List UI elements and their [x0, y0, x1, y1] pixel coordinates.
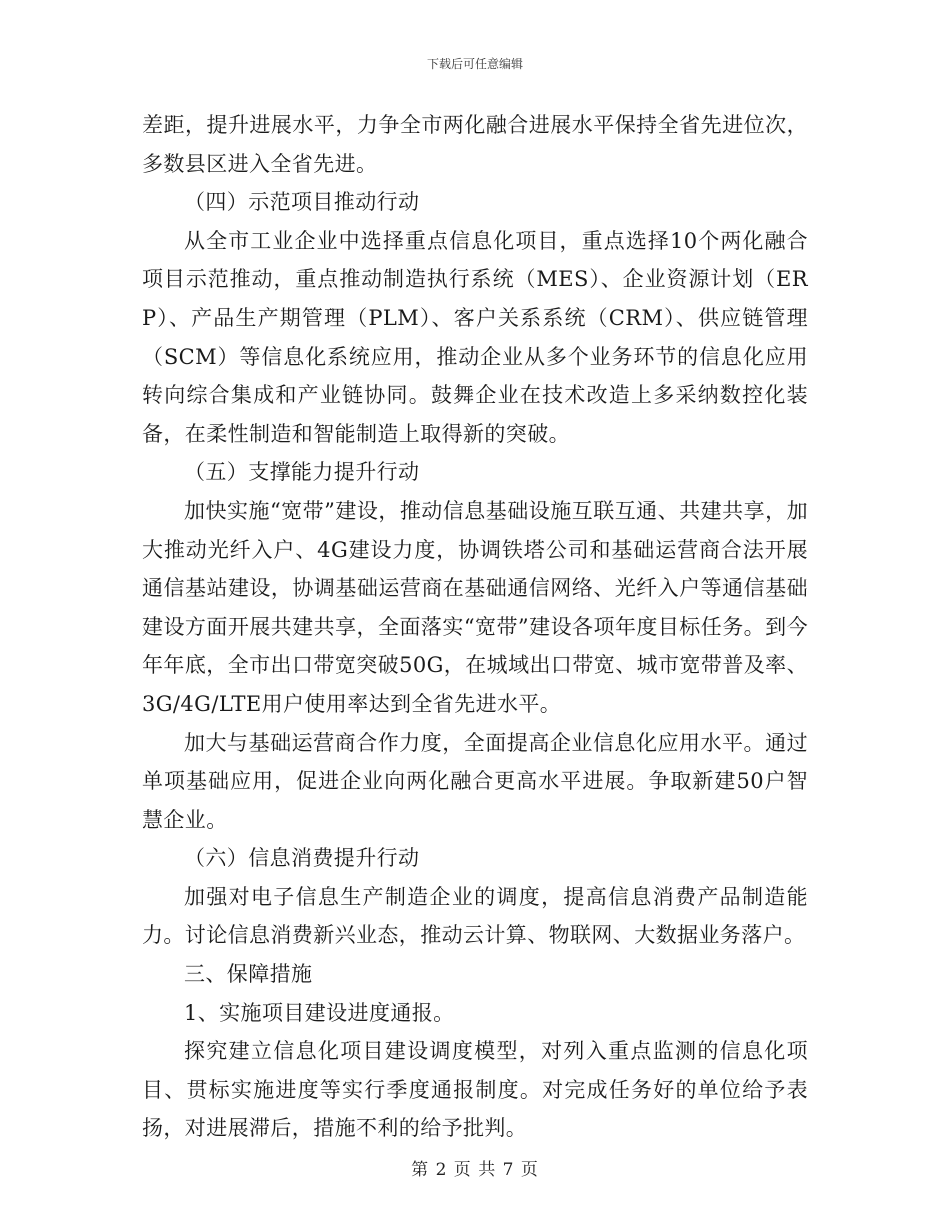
paragraph: 从全市工业企业中选择重点信息化项目，重点选择10个两化融合项目示范推动，重点推动制造执行系统（MES）、企业资源计划（ERP）、产品生产期管理（PLM）、客户关系系统（CRM）、供应链管理（SCM）等信息化系统应用，推动企业从多个业务环节的信息化应用转向综合集成和产业链协同。鼓舞企业在技术改造上多采纳数控化装备，在柔性制造和智能制造上取得新的突破。 — [142, 228, 808, 446]
paragraph: 探究建立信息化项目建设调度模型，对列入重点监测的信息化项目、贯标实施进度等实行季度通报制度。对完成任务好的单位给予表扬，对进展滞后，措施不利的给予批判。 — [142, 1039, 808, 1141]
paragraph: 加快实施“宽带”建设，推动信息基础设施互联互通、共建共享，加大推动光纤入户、4G建设力度，协调铁塔公司和基础运营商合法开展通信基站建设，协调基础运营商在基础通信网络、光纤入户等通信基础建设方面开展共建共享，全面落实“宽带”建设各项年度目标任务。到今年年底，全市出口带宽突破50G，在城域出口带宽、城市宽带普及率、3G/4G/LTE用户使用率达到全省先进水平。 — [142, 498, 808, 716]
paragraph: 加强对电子信息生产制造企业的调度，提高信息消费产品制造能力。讨论信息消费新兴业态，推动云计算、物联网、大数据业务落户。 — [142, 884, 808, 948]
section-heading-6: （六）信息消费提升行动 — [184, 846, 420, 871]
subsection-heading-1: 1、实施项目建设进度通报。 — [184, 1000, 455, 1025]
paragraph: 加大与基础运营商合作力度，全面提高企业信息化应用水平。通过单项基础应用，促进企业向两化融合更高水平进展。争取新建50户智慧企业。 — [142, 730, 808, 832]
page-header: 下载后可任意编辑 — [426, 57, 523, 71]
section-heading-5: （五）支撑能力提升行动 — [184, 460, 420, 485]
section-heading-4: （四）示范项目推动行动 — [184, 190, 420, 215]
section-heading-3: 三、保障措施 — [184, 962, 313, 987]
document-body — [142, 106, 808, 1148]
page-number: 第 2 页 共 7 页 — [411, 1160, 539, 1180]
paragraph-continued: 差距，提升进展水平，力争全市两化融合进展水平保持全省先进位次，多数县区进入全省先进。 — [142, 113, 808, 176]
